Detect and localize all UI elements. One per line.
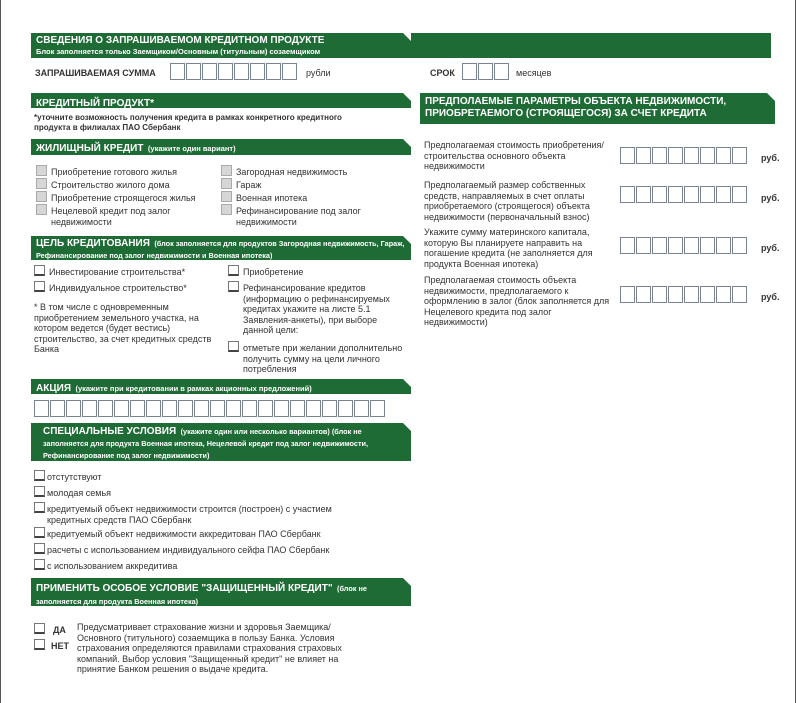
property-digit-box[interactable] (700, 286, 715, 303)
purpose-refinance: Рефинансирование кредитов (информацию о рефинансируемых кредитах укажите на листе 5.1 Заявления-анкеты), при выборе данной цели: (243, 283, 390, 335)
purpose-header (31, 236, 411, 260)
promo-char-box[interactable] (338, 400, 353, 417)
property-label: Предполагаемая стоимость объекта недвижимости, предполагаемого к оформлению в залог (блок заполняется для Нецелевого кредита под залог недвижимости) (424, 275, 610, 327)
special-option: молодая семья (47, 488, 112, 498)
property-label: Укажите сумму материнского капитала, которую Вы планируете направить на погашение кредита (не заполняется для продукта Военная ипотека) (424, 227, 593, 269)
property-digit-box[interactable] (684, 237, 699, 254)
property-digit-box[interactable] (700, 237, 715, 254)
protected-yes-label: ДА (53, 625, 66, 635)
purpose-checkbox[interactable] (34, 281, 45, 292)
term-unit: месяцев (516, 68, 552, 78)
property-value-boxes[interactable] (620, 147, 748, 164)
property-digit-box[interactable] (636, 147, 651, 164)
property-digit-box[interactable] (652, 286, 667, 303)
amount-digit-box[interactable] (234, 63, 249, 80)
special-option: расчеты с использованием индивидуального сейфа ПАО Сбербанк (47, 545, 330, 555)
protected-no-checkbox[interactable] (34, 639, 45, 650)
housing-option: Военная ипотека (236, 193, 308, 203)
property-digit-box[interactable] (684, 286, 699, 303)
purpose-checkbox[interactable] (228, 341, 239, 352)
term-digit-box[interactable] (494, 63, 509, 80)
amount-digit-box[interactable] (202, 63, 217, 80)
property-label: Предполагаемый размер собственных средств, направляемых в счет оплаты приобретаемого (строящегося) объекта недвижимости (первоначальный взнос) (424, 180, 590, 222)
housing-checkbox[interactable] (36, 191, 47, 202)
property-digit-box[interactable] (652, 147, 667, 164)
promo-char-box[interactable] (114, 400, 129, 417)
housing-checkbox[interactable] (221, 178, 232, 189)
amount-label: ЗАПРАШИВАЕМАЯ СУММА (35, 68, 156, 78)
promo-header (31, 379, 411, 394)
property-digit-box[interactable] (620, 237, 635, 254)
promo-char-box[interactable] (274, 400, 289, 417)
property-digit-box[interactable] (684, 186, 699, 203)
promo-title: АКЦИЯ (36, 383, 72, 394)
housing-option: Гараж (236, 180, 262, 190)
property-header (420, 93, 775, 124)
property-digit-box[interactable] (620, 147, 635, 164)
promo-char-box[interactable] (354, 400, 369, 417)
promo-char-box[interactable] (178, 400, 193, 417)
amount-unit: рубли (306, 68, 331, 78)
special-option: с использованием аккредитива (47, 561, 178, 571)
term-boxes[interactable] (462, 63, 510, 80)
property-digit-box[interactable] (668, 286, 683, 303)
housing-checkbox[interactable] (221, 191, 232, 202)
special-checkbox[interactable] (34, 486, 45, 497)
property-label: Предполагаемая стоимость приобретения/строительства основного объекта недвижимости (424, 140, 604, 171)
special-header (31, 423, 411, 461)
purpose-checkbox[interactable] (228, 281, 239, 292)
purpose-option: Инвестирование строительства* (49, 267, 186, 277)
protected-description: Предусматривает страхование жизни и здоровья Заемщика/ Основного (титульного) созаемщика в пользу Банка. Условия страхования определяются правилами страхования страховых компаний. Выбор условия "Защищенный кредит" не влияет на принятие Банком решения о выдаче кредита. (77, 622, 342, 674)
term-digit-box[interactable] (462, 63, 477, 80)
property-value-boxes[interactable] (620, 186, 748, 203)
special-option: кредитуемый объект недвижимости строится (построен) с участием кредитных средств ПАО Сбербанк (47, 504, 332, 525)
property-value-boxes[interactable] (620, 286, 748, 303)
amount-digit-box[interactable] (186, 63, 201, 80)
purpose-note: (блок заполняется для продуктов Загородная недвижимость, Гараж, Рефинансирование под залог недвижимости и Военная ипотека) (36, 239, 405, 260)
housing-checkbox[interactable] (221, 165, 232, 176)
header-band-extension (411, 33, 771, 58)
promo-char-box[interactable] (370, 400, 385, 417)
property-unit: руб. (761, 193, 780, 203)
housing-checkbox[interactable] (36, 178, 47, 189)
housing-credit-title: ЖИЛИЩНЫЙ КРЕДИТ (36, 143, 144, 154)
protected-yes-checkbox[interactable] (34, 623, 45, 634)
housing-checkbox[interactable] (36, 165, 47, 176)
protected-note: (блок не заполняется для продукта Военная ипотека) (36, 584, 367, 606)
promo-char-box[interactable] (210, 400, 225, 417)
promo-char-box[interactable] (306, 400, 321, 417)
special-option: кредитуемый объект недвижимости аккредитован ПАО Сбербанк (47, 529, 321, 539)
housing-checkbox[interactable] (36, 204, 47, 215)
promo-char-box[interactable] (66, 400, 81, 417)
promo-char-box[interactable] (146, 400, 161, 417)
promo-char-box[interactable] (130, 400, 145, 417)
promo-char-box[interactable] (226, 400, 241, 417)
special-checkbox[interactable] (34, 543, 45, 554)
protected-header (31, 578, 411, 606)
special-checkbox[interactable] (34, 470, 45, 481)
purpose-checkbox[interactable] (228, 265, 239, 276)
protected-no-label: НЕТ (51, 641, 69, 651)
housing-option: Нецелевой кредит под залог недвижимости (51, 206, 171, 227)
property-title: ПРЕДПОЛАЕМЫЕ ПАРАМЕТРЫ ОБЪЕКТА НЕДВИЖИМОСТИ, ПРИОБРЕТАЕМОГО (СТРОЯЩЕГОСЯ) ЗА СЧЕТ КРЕДИТА (425, 96, 727, 119)
special-checkbox[interactable] (34, 559, 45, 570)
promo-char-box[interactable] (242, 400, 257, 417)
property-digit-box[interactable] (716, 237, 731, 254)
amount-digit-box[interactable] (170, 63, 185, 80)
housing-option: Строительство жилого дома (51, 180, 170, 190)
housing-credit-header (31, 139, 411, 155)
purpose-checkbox[interactable] (34, 265, 45, 276)
property-digit-box[interactable] (668, 237, 683, 254)
special-checkbox[interactable] (34, 527, 45, 538)
amount-digit-box[interactable] (250, 63, 265, 80)
property-digit-box[interactable] (732, 147, 747, 164)
promo-char-box[interactable] (290, 400, 305, 417)
term-digit-box[interactable] (478, 63, 493, 80)
property-unit: руб. (761, 292, 780, 302)
property-digit-box[interactable] (716, 147, 731, 164)
promo-char-box[interactable] (322, 400, 337, 417)
housing-option: Загородная недвижимость (236, 167, 348, 177)
special-checkbox[interactable] (34, 502, 45, 513)
term-label: СРОК (430, 68, 455, 78)
promo-char-box[interactable] (82, 400, 97, 417)
purpose-option: Индивидуальное строительство* (49, 283, 187, 293)
property-digit-box[interactable] (668, 147, 683, 164)
promo-char-box[interactable] (162, 400, 177, 417)
requested-product-subtitle: Блок заполняется только Заемщиком/Основным (титульным) созаемщиком (36, 47, 321, 56)
property-digit-box[interactable] (732, 286, 747, 303)
amount-boxes[interactable] (170, 63, 298, 80)
property-unit: руб. (761, 243, 780, 253)
credit-product-header (31, 93, 411, 108)
amount-digit-box[interactable] (282, 63, 297, 80)
property-value-boxes[interactable] (620, 237, 748, 254)
promo-boxes[interactable] (34, 400, 386, 417)
property-digit-box[interactable] (620, 186, 635, 203)
special-note: (укажите один или несколько вариантов) (блок не заполняется для продукта Военная ипотека, Нецелевой кредит под залог недвижимости, Рефинансирование под залог недвижимости) (43, 427, 369, 460)
amount-digit-box[interactable] (218, 63, 233, 80)
property-digit-box[interactable] (732, 237, 747, 254)
purpose-purchase: Приобретение (243, 267, 304, 277)
credit-product-title: КРЕДИТНЫЙ ПРОДУКТ* (36, 98, 155, 109)
amount-digit-box[interactable] (266, 63, 281, 80)
property-digit-box[interactable] (684, 147, 699, 164)
protected-title: ПРИМЕНИТЬ ОСОБОЕ УСЛОВИЕ "ЗАЩИЩЕННЫЙ КРЕДИТ" (36, 583, 333, 594)
property-digit-box[interactable] (716, 286, 731, 303)
property-unit: руб. (761, 153, 780, 163)
housing-credit-note: (укажите один вариант) (147, 144, 236, 153)
purpose-footnote: * В том числе с одновременным приобретением земельного участка, на котором ведется (будет вестись) строительство, за счет кредитных средств Банка (34, 302, 212, 354)
property-digit-box[interactable] (652, 237, 667, 254)
purpose-extra: отметьте при желании дополнительно получить сумму на цели личного потребления (243, 343, 403, 374)
housing-option: Приобретение готового жилья (51, 167, 177, 177)
property-digit-box[interactable] (668, 186, 683, 203)
property-digit-box[interactable] (652, 186, 667, 203)
promo-char-box[interactable] (34, 400, 49, 417)
housing-checkbox[interactable] (221, 204, 232, 215)
special-option: отстутствуют (47, 472, 102, 482)
property-digit-box[interactable] (620, 286, 635, 303)
promo-char-box[interactable] (258, 400, 273, 417)
promo-char-box[interactable] (194, 400, 209, 417)
promo-note: (укажите при кредитовании в рамках акционных предложений) (75, 384, 312, 393)
promo-char-box[interactable] (50, 400, 65, 417)
property-digit-box[interactable] (636, 237, 651, 254)
credit-product-note: *уточните возможность получения кредита в рамках конкретного кредитного продукта в филиалах ПАО Сбербанк (34, 113, 342, 132)
property-digit-box[interactable] (732, 186, 747, 203)
promo-char-box[interactable] (98, 400, 113, 417)
property-digit-box[interactable] (700, 186, 715, 203)
requested-product-title: СВЕДЕНИЯ О ЗАПРАШИВАЕМОМ КРЕДИТНОМ ПРОДУКТЕ (36, 35, 325, 46)
property-digit-box[interactable] (636, 186, 651, 203)
special-title: СПЕЦИАЛЬНЫЕ УСЛОВИЯ (43, 426, 177, 437)
housing-option: Рефинансирование под залог недвижимости (236, 206, 361, 227)
purpose-title: ЦЕЛЬ КРЕДИТОВАНИЯ (36, 238, 150, 249)
housing-option: Приобретение строящегося жилья (51, 193, 196, 203)
property-digit-box[interactable] (700, 147, 715, 164)
property-digit-box[interactable] (636, 286, 651, 303)
requested-product-header (31, 33, 411, 58)
property-digit-box[interactable] (716, 186, 731, 203)
